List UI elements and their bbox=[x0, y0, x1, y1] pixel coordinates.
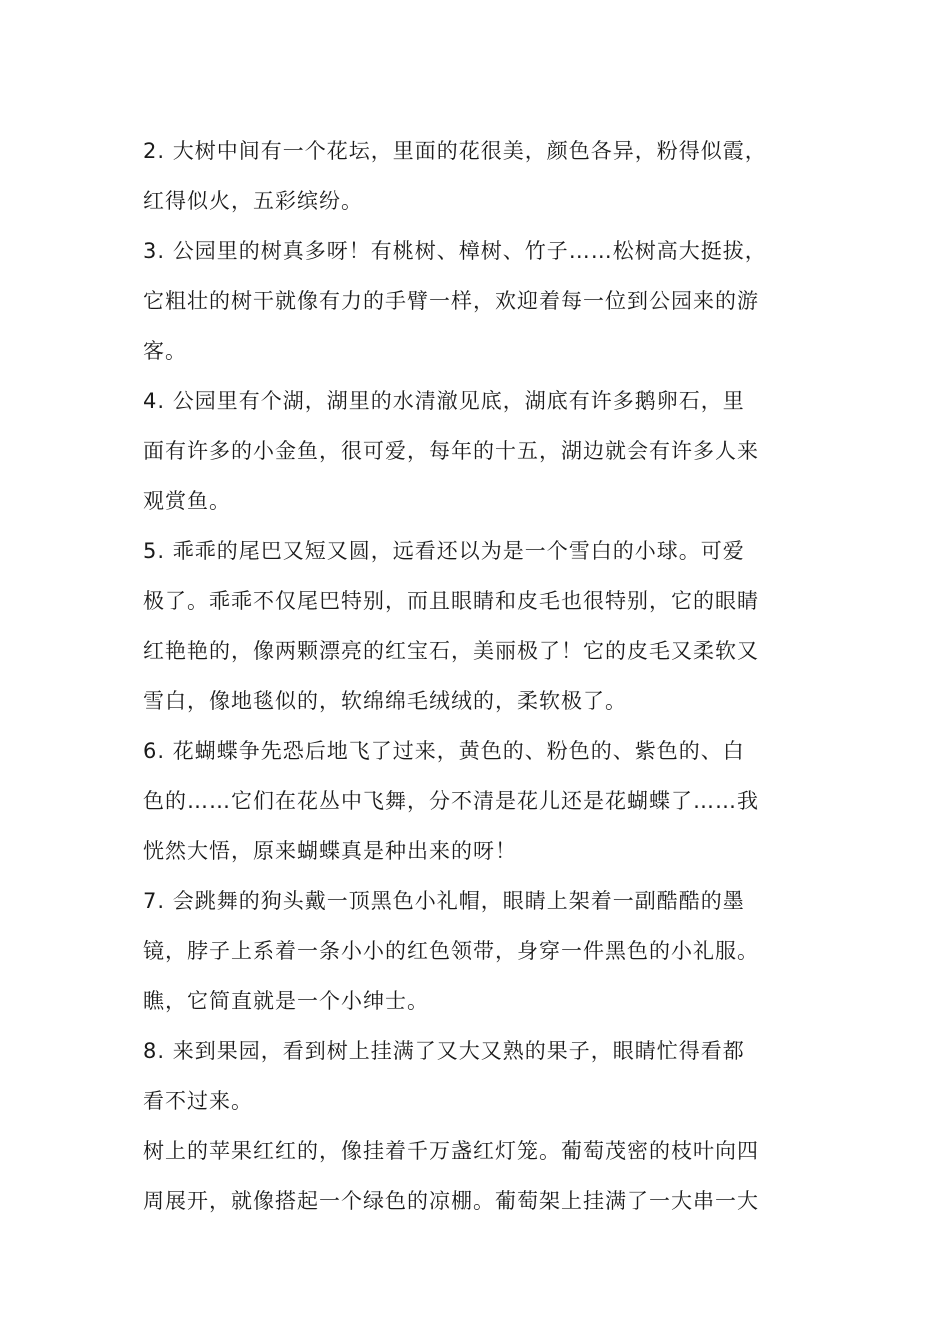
text-line: 周展开，就像搭起一个绿色的凉棚。葡萄架上挂满了一大串一大 bbox=[143, 1189, 759, 1213]
text-line: 红艳艳的，像两颗漂亮的红宝石，美丽极了！它的皮毛又柔软又 bbox=[143, 639, 759, 663]
text-line: 面有许多的小金鱼，很可爱，每年的十五，湖边就会有许多人来 bbox=[143, 439, 759, 463]
text-line: 8. 来到果园，看到树上挂满了又大又熟的果子，眼睛忙得看都 bbox=[143, 1039, 745, 1063]
text-line: 镜，脖子上系着一条小小的红色领带，身穿一件黑色的小礼服。 bbox=[143, 939, 759, 963]
text-line: 观赏鱼。 bbox=[143, 489, 231, 513]
text-line: 3. 公园里的树真多呀！有桃树、樟树、竹子……松树高大挺拔， bbox=[143, 239, 767, 263]
text-line: 7. 会跳舞的狗头戴一顶黑色小礼帽，眼睛上架着一副酷酷的墨 bbox=[143, 889, 745, 913]
text-line: 2. 大树中间有一个花坛，里面的花很美，颜色各异，粉得似霞， bbox=[143, 139, 767, 163]
text-line: 5. 乖乖的尾巴又短又圆，远看还以为是一个雪白的小球。可爱 bbox=[143, 539, 745, 563]
document-text bbox=[143, 126, 843, 1226]
text-line: 树上的苹果红红的，像挂着千万盏红灯笼。葡萄茂密的枝叶向四 bbox=[143, 1139, 759, 1163]
text-line: 红得似火，五彩缤纷。 bbox=[143, 189, 363, 213]
text-line: 看不过来。 bbox=[143, 1089, 253, 1113]
text-line: 恍然大悟，原来蝴蝶真是种出来的呀！ bbox=[143, 839, 517, 863]
text-line: 色的……它们在花丛中飞舞，分不清是花儿还是花蝴蝶了……我 bbox=[143, 789, 759, 813]
text-line: 客。 bbox=[143, 339, 187, 363]
text-line: 它粗壮的树干就像有力的手臂一样，欢迎着每一位到公园来的游 bbox=[143, 289, 759, 313]
text-line: 瞧，它简直就是一个小绅士。 bbox=[143, 989, 429, 1013]
text-line: 6. 花蝴蝶争先恐后地飞了过来，黄色的、粉色的、紫色的、白 bbox=[143, 739, 745, 763]
text-line: 极了。乖乖不仅尾巴特别，而且眼睛和皮毛也很特别，它的眼睛 bbox=[143, 589, 759, 613]
text-line: 雪白，像地毯似的，软绵绵毛绒绒的，柔软极了。 bbox=[143, 689, 627, 713]
text-line: 4. 公园里有个湖，湖里的水清澈见底，湖底有许多鹅卵石，里 bbox=[143, 389, 745, 413]
